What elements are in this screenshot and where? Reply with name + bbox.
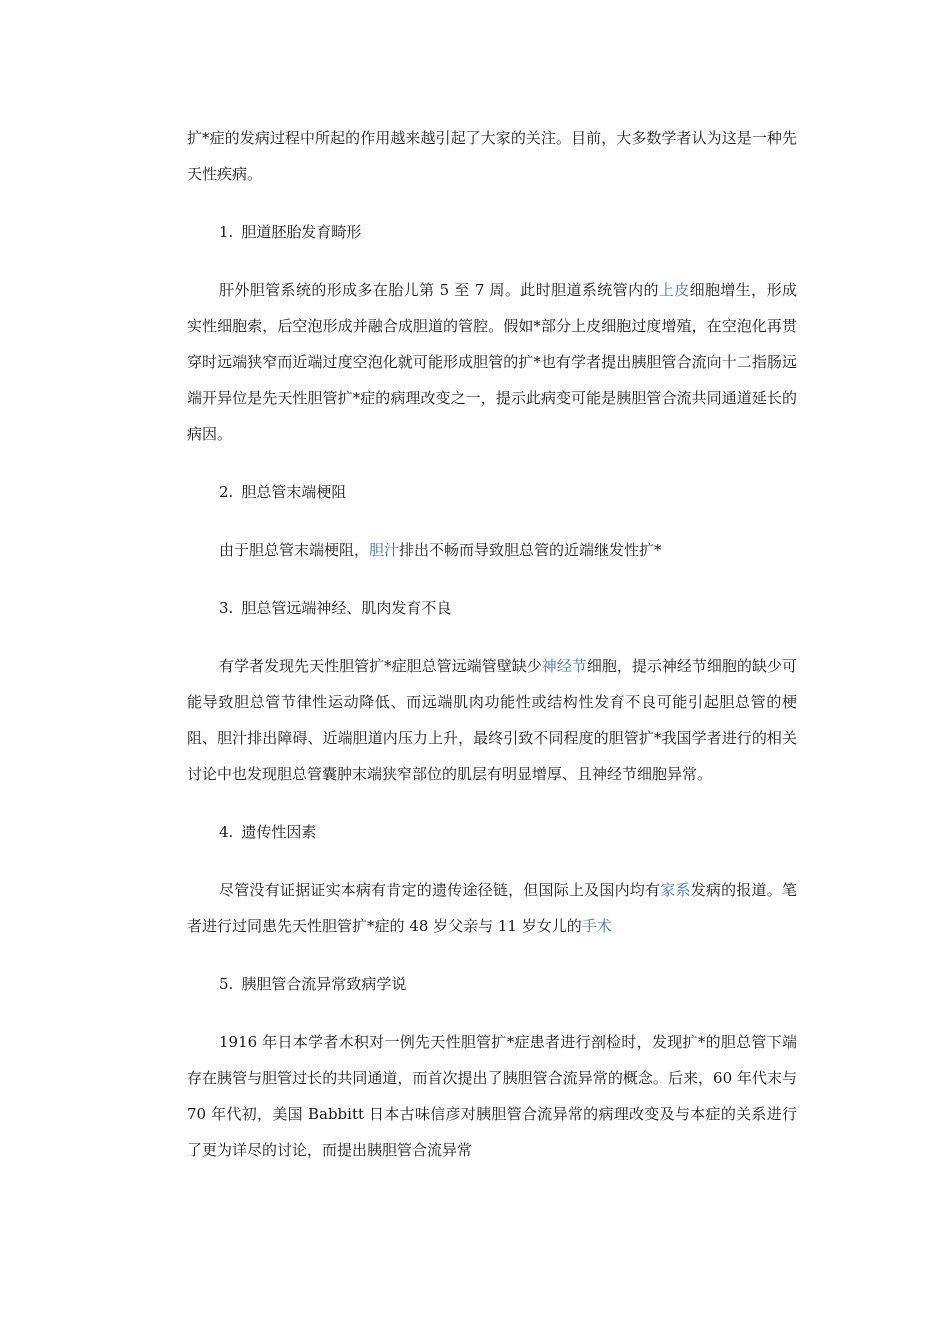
paragraph-text: 细胞，提示神经节细胞的缺少可能导致胆总管节律性运动降低、而远端肌肉功能性或结构性发育不良可能引起胆总管的梗阻、胆汁排出障碍、近端胆道内压力上升，最终引致不同程度的胆管扩*我国学者进行的相关讨论中也发现胆总管囊肿末端狭窄部位的肌层有明显增厚、且神经节细胞异常。 xyxy=(187,657,797,783)
section-title: 胰胆管合流异常致病学说 xyxy=(241,975,407,993)
paragraph-genetic xyxy=(187,872,797,944)
paragraph-text: 肝外胆管系统的形成多在胎儿第 5 至 7 周。此时胆道系统管内的 xyxy=(219,281,659,299)
section-title: 胆总管末端梗阻 xyxy=(241,483,347,501)
paragraph-neuromuscular xyxy=(187,648,797,792)
section-number: 5. xyxy=(219,975,234,993)
section-number: 3. xyxy=(219,599,234,617)
paragraph-text: 细胞增生，形成实性细胞索，后空泡形成并融合成胆道的管腔。假如*部分上皮细胞过度增殖，在空泡化再贯穿时远端狭窄而近端过度空泡化就可能形成胆管的扩*也有学者提出胰胆管合流向十二指肠远端开异位是先天性胆管扩*症的病理改变之一，提示此病变可能是胰胆管合流共同通道延长的病因。 xyxy=(187,281,797,443)
document-body xyxy=(187,120,797,1190)
link-bile[interactable]: 胆汁 xyxy=(369,541,400,559)
paragraph-embryo xyxy=(187,272,797,452)
paragraph-text: 发病的报道。笔者进行过同患先天性胆管扩*症的 48 岁父亲与 11 岁女儿的 xyxy=(187,881,797,935)
section-title: 胆道胚胎发育畸形 xyxy=(241,223,362,241)
section-heading-1 xyxy=(187,214,797,250)
section-number: 2. xyxy=(219,483,234,501)
link-family[interactable]: 家系 xyxy=(660,881,691,899)
section-heading-3 xyxy=(187,590,797,626)
paragraph-text: 有学者发现先天性胆管扩*症胆总管远端管壁缺少 xyxy=(219,657,542,675)
section-title: 遗传性因素 xyxy=(241,823,317,841)
link-epithelium[interactable]: 上皮 xyxy=(658,281,690,299)
section-number: 1. xyxy=(219,223,234,241)
section-title: 胆总管远端神经、肌肉发育不良 xyxy=(241,599,452,617)
section-heading-4 xyxy=(187,814,797,850)
section-number: 4. xyxy=(219,823,234,841)
link-surgery[interactable]: 手术 xyxy=(581,917,612,935)
paragraph-text: 扩*症的发病过程中所起的作用越来越引起了大家的关注。目前，大多数学者认为这是一种先天性疾病。 xyxy=(187,129,797,183)
paragraph-text: 由于胆总管末端梗阻， xyxy=(219,541,370,559)
paragraph-pancreaticobiliary xyxy=(187,1024,797,1168)
link-ganglion[interactable]: 神经节 xyxy=(541,657,587,675)
paragraph-intro xyxy=(187,120,797,192)
paragraph-obstruction xyxy=(187,532,797,568)
paragraph-text: 尽管没有证据证实本病有肯定的遗传途径链，但国际上及国内均有 xyxy=(219,881,661,899)
section-heading-2 xyxy=(187,474,797,510)
paragraph-text: 1916 年日本学者木积对一例先天性胆管扩*症患者进行剖检时，发现扩*的胆总管下端存在胰管与胆管过长的共同通道，而首次提出了胰胆管合流异常的概念。后来，60 年代末与 70 年代初，美国 Babbitt 日本古味信彦对胰胆管合流异常的病理改变及与本症的关系进行了更为详尽的讨论，而提出胰胆管合流异常 xyxy=(187,1033,797,1159)
paragraph-text: 排出不畅而导致胆总管的近端继发性扩* xyxy=(399,541,662,559)
section-heading-5 xyxy=(187,966,797,1002)
